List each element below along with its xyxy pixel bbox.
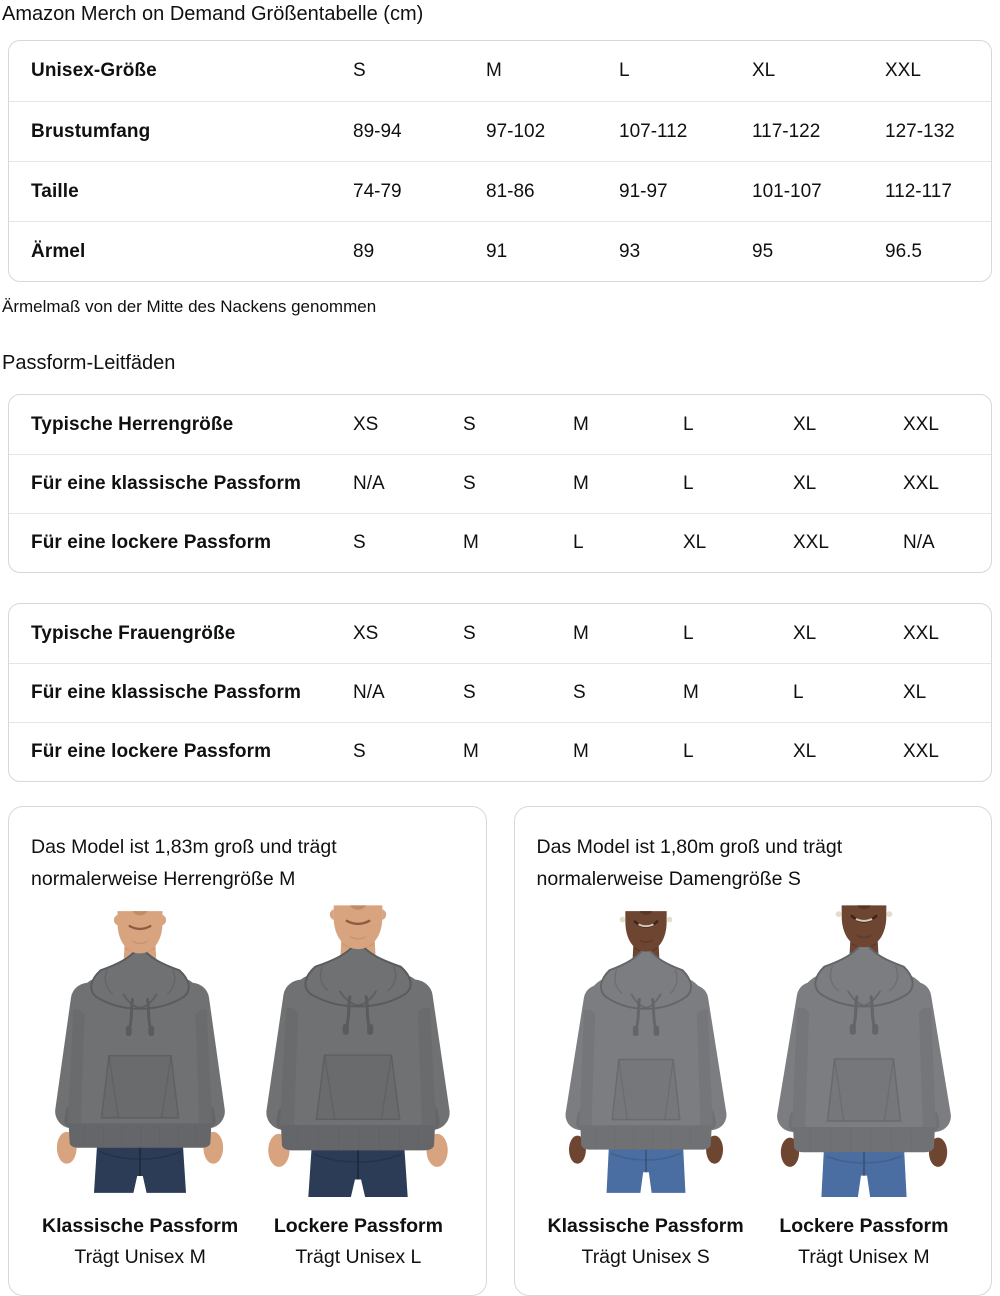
female-classic-fit-photo bbox=[538, 905, 754, 1199]
size-cell: L bbox=[683, 473, 694, 494]
row-label: Für eine klassische Passform bbox=[31, 682, 301, 703]
page-title: Amazon Merch on Demand Größentabelle (cm) bbox=[2, 3, 424, 25]
size-cell: XL bbox=[683, 532, 707, 553]
size-cell: 95 bbox=[752, 240, 774, 262]
size-cell: S bbox=[353, 532, 366, 553]
sleeve-measurement-note: Ärmelmaß von der Mitte des Nackens genommen bbox=[2, 297, 377, 316]
male-classic-fit-photo bbox=[32, 905, 248, 1199]
size-label: Trägt Unisex M bbox=[74, 1246, 206, 1268]
fit-label: Klassische Passform bbox=[42, 1215, 239, 1237]
size-cell: XXL bbox=[903, 413, 939, 435]
size-cell: S bbox=[463, 682, 476, 703]
size-cell: 117-122 bbox=[752, 120, 821, 142]
fit-guides-heading: Passform-Leitfäden bbox=[2, 352, 176, 374]
table-row bbox=[9, 395, 991, 454]
figures-row bbox=[31, 905, 468, 1269]
size-cell: L bbox=[683, 413, 694, 435]
size-cell: XL bbox=[793, 622, 817, 644]
model-cards bbox=[8, 806, 992, 1296]
table-row bbox=[9, 663, 991, 722]
table-row bbox=[9, 161, 991, 221]
size-cell: XL bbox=[752, 60, 776, 81]
size-cell: S bbox=[573, 682, 586, 703]
row-label: Unisex-Größe bbox=[31, 60, 157, 81]
fit-label: Klassische Passform bbox=[547, 1215, 744, 1237]
size-cell: 96.5 bbox=[885, 240, 922, 262]
size-cell: M bbox=[573, 622, 589, 644]
size-cell: 89 bbox=[353, 240, 375, 262]
size-cell: L bbox=[573, 532, 584, 553]
size-cell: 127-132 bbox=[885, 120, 955, 142]
size-cell: S bbox=[463, 473, 476, 494]
size-cell: XS bbox=[353, 413, 379, 435]
size-cell: L bbox=[793, 682, 804, 703]
model-figure bbox=[31, 905, 249, 1269]
size-cell: N/A bbox=[903, 532, 935, 553]
model-description: Das Model ist 1,83m groß und trägt normalerweise Herrengröße M bbox=[31, 836, 337, 890]
size-cell: L bbox=[683, 741, 694, 762]
men-fit-table bbox=[8, 394, 992, 573]
size-cell: XS bbox=[353, 622, 379, 644]
size-cell: XL bbox=[793, 741, 817, 762]
size-cell: XXL bbox=[793, 532, 829, 553]
size-label: Trägt Unisex L bbox=[295, 1246, 422, 1268]
size-cell: M bbox=[573, 473, 589, 494]
size-cell: 93 bbox=[619, 240, 641, 262]
table-row bbox=[9, 604, 991, 663]
size-cell: 112-117 bbox=[885, 180, 952, 202]
size-cell: S bbox=[463, 413, 476, 435]
unisex-size-table bbox=[8, 40, 992, 282]
row-label: Taille bbox=[31, 180, 79, 202]
size-cell: M bbox=[573, 413, 589, 435]
row-label: Brustumfang bbox=[31, 120, 151, 142]
size-cell: S bbox=[353, 741, 366, 762]
women-fit-table bbox=[8, 603, 992, 782]
row-label: Typische Herrengröße bbox=[31, 413, 234, 435]
model-description: Das Model ist 1,80m groß und trägt normalerweise Damengröße S bbox=[536, 836, 843, 890]
table-row bbox=[9, 41, 991, 101]
table-row bbox=[9, 722, 991, 781]
row-label: Für eine lockere Passform bbox=[31, 741, 272, 762]
size-cell: 91 bbox=[486, 240, 508, 262]
model-figure bbox=[755, 905, 973, 1269]
table-row bbox=[9, 454, 991, 513]
fit-label: Lockere Passform bbox=[273, 1215, 443, 1237]
size-label: Trägt Unisex S bbox=[581, 1246, 710, 1268]
row-label: Für eine klassische Passform bbox=[31, 473, 301, 494]
table-row bbox=[9, 221, 991, 281]
row-label: Typische Frauengröße bbox=[31, 622, 236, 644]
size-cell: M bbox=[486, 60, 502, 81]
male-model-card bbox=[8, 806, 487, 1296]
size-cell: M bbox=[683, 682, 699, 703]
size-cell: XL bbox=[793, 413, 817, 435]
model-figure bbox=[249, 905, 467, 1269]
fit-label: Lockere Passform bbox=[779, 1215, 949, 1237]
size-cell: S bbox=[463, 622, 476, 644]
size-cell: XXL bbox=[885, 60, 921, 81]
size-cell: 74-79 bbox=[353, 180, 402, 202]
table-row bbox=[9, 101, 991, 161]
row-label: Ärmel bbox=[31, 240, 86, 262]
size-cell: 97-102 bbox=[486, 120, 546, 142]
male-loose-fit-photo bbox=[242, 899, 475, 1203]
model-figure bbox=[537, 905, 755, 1269]
row-label: Für eine lockere Passform bbox=[31, 532, 272, 553]
size-label: Trägt Unisex M bbox=[798, 1246, 930, 1268]
size-cell: L bbox=[683, 622, 694, 644]
size-cell: 89-94 bbox=[353, 120, 402, 142]
female-model-card bbox=[514, 806, 993, 1296]
size-cell: N/A bbox=[353, 473, 385, 494]
size-cell: N/A bbox=[353, 682, 385, 703]
size-cell: 81-86 bbox=[486, 180, 535, 202]
size-cell: 91-97 bbox=[619, 180, 668, 202]
size-cell: XXL bbox=[903, 622, 939, 644]
figures-row bbox=[537, 905, 974, 1269]
size-cell: XL bbox=[903, 682, 927, 703]
size-cell: XXL bbox=[903, 473, 939, 494]
size-cell: XL bbox=[793, 473, 817, 494]
size-cell: M bbox=[573, 741, 589, 762]
size-cell: S bbox=[353, 60, 366, 81]
size-cell: L bbox=[619, 60, 630, 81]
size-cell: 107-112 bbox=[619, 120, 688, 142]
size-cell: M bbox=[463, 741, 479, 762]
size-cell: 101-107 bbox=[752, 180, 822, 202]
size-cell: M bbox=[463, 532, 479, 553]
size-cell: XXL bbox=[903, 741, 939, 762]
table-row bbox=[9, 513, 991, 572]
female-loose-fit-photo bbox=[747, 899, 980, 1203]
